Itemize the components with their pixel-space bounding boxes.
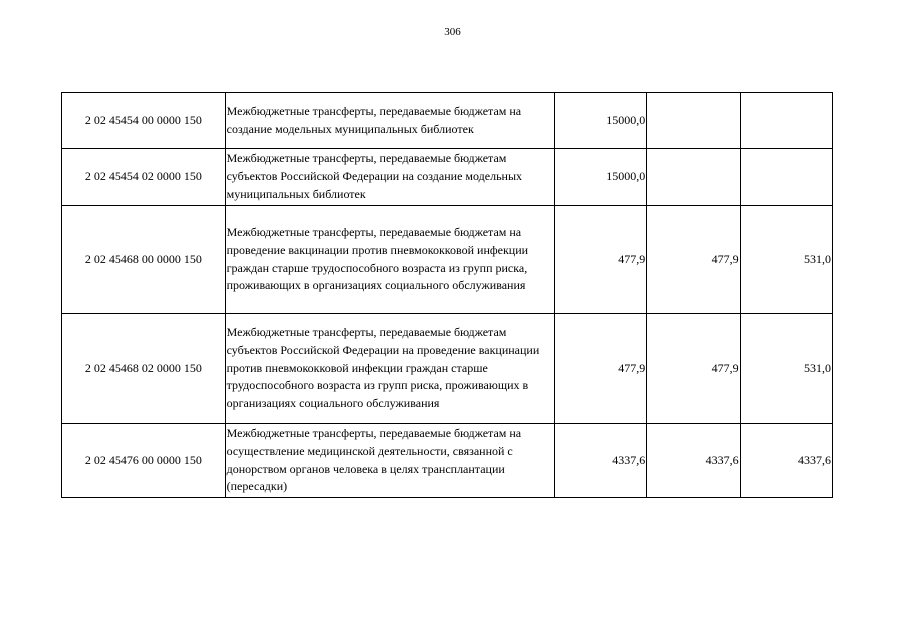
value-cell-3: 531,0: [740, 314, 832, 424]
table-row: [62, 149, 833, 206]
table-row: [62, 93, 833, 149]
value-cell-2: 477,9: [647, 206, 740, 314]
value-cell-2: [647, 149, 740, 206]
description-cell: Межбюджетные трансферты, передаваемые бюджетам на осуществление медицинской деятельности, связанной с донорством органов человека в целях трансплантации (пересадки): [225, 424, 554, 498]
budget-code-cell: 2 02 45468 00 0000 150: [62, 206, 226, 314]
value-cell-1: 15000,0: [554, 149, 646, 206]
budget-code-cell: 2 02 45454 00 0000 150: [62, 93, 226, 149]
description-cell: Межбюджетные трансферты, передаваемые бюджетам субъектов Российской Федерации на создание модельных муниципальных библиотек: [225, 149, 554, 206]
budget-code-cell: 2 02 45468 02 0000 150: [62, 314, 226, 424]
value-cell-2: [647, 93, 740, 149]
value-cell-1: 15000,0: [554, 93, 646, 149]
value-cell-3: 4337,6: [740, 424, 832, 498]
value-cell-1: 477,9: [554, 206, 646, 314]
value-cell-1: 477,9: [554, 314, 646, 424]
table-row: [62, 206, 833, 314]
budget-code-cell: 2 02 45476 00 0000 150: [62, 424, 226, 498]
budget-code-cell: 2 02 45454 02 0000 150: [62, 149, 226, 206]
description-cell: Межбюджетные трансферты, передаваемые бюджетам субъектов Российской Федерации на проведение вакцинации против пневмококковой инфекции граждан старше трудоспособного возраста из групп риска, проживающих в организациях социального обслуживания: [225, 314, 554, 424]
value-cell-1: 4337,6: [554, 424, 646, 498]
description-cell: Межбюджетные трансферты, передаваемые бюджетам на проведение вакцинации против пневмококковой инфекции граждан старше трудоспособного возраста из групп риска, проживающих в организациях социального обслуживания: [225, 206, 554, 314]
value-cell-2: 4337,6: [647, 424, 740, 498]
table-row: [62, 314, 833, 424]
value-cell-3: 531,0: [740, 206, 832, 314]
page-number: 306: [444, 26, 461, 38]
value-cell-2: 477,9: [647, 314, 740, 424]
value-cell-3: [740, 149, 832, 206]
description-cell: Межбюджетные трансферты, передаваемые бюджетам на создание модельных муниципальных библиотек: [225, 93, 554, 149]
value-cell-3: [740, 93, 832, 149]
table-row: [62, 424, 833, 498]
budget-table: [61, 92, 833, 498]
